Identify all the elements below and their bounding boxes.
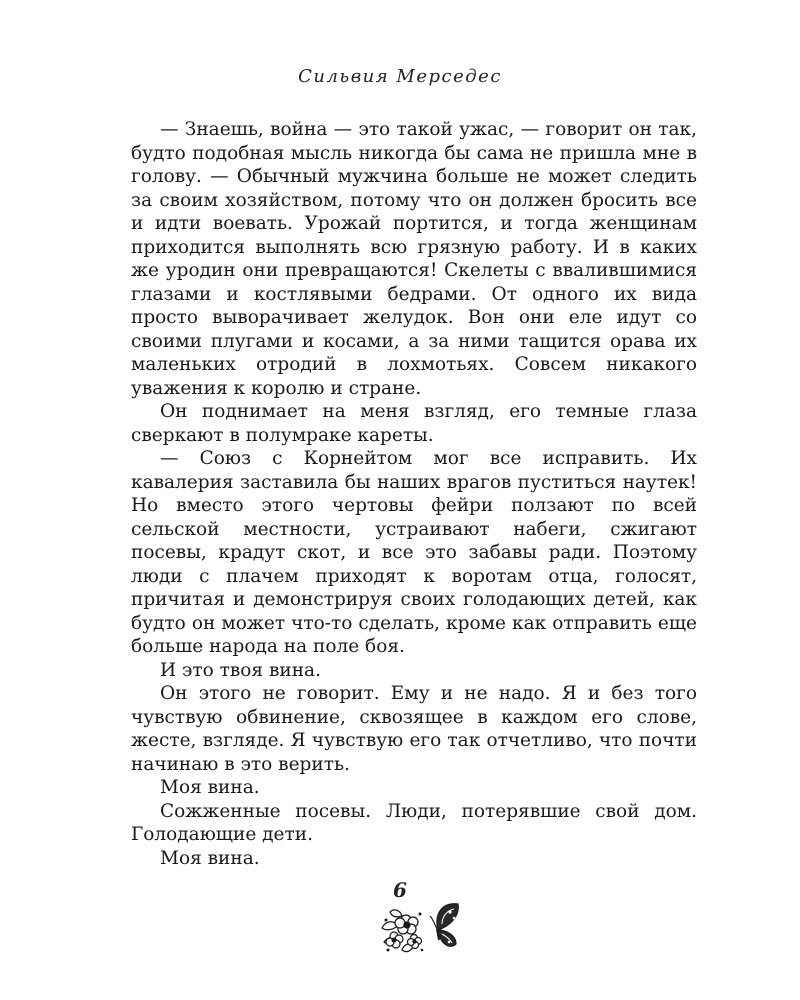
paragraph: Он этого не говорит. Ему и не надо. Я и без того чувствую обвинение, сквозящее в каждом его слове, жесте, взгляде. Я чувствую его так отчетливо, что почти начинаю в это верить. [131,683,697,775]
paragraph: Моя вина. [160,777,260,798]
running-head: Сильвия Мерседес [298,66,502,87]
paragraph: Сожженные посевы. Люди, потерявшие свой дом. Голодающие дети. [131,800,697,845]
paragraph: И это твоя вина. [160,659,321,681]
page-number: 6 [393,878,407,902]
body-text [131,118,697,870]
paragraph: Он поднимает на меня взгляд, его темные глаза сверкают в полумраке кареты. [131,401,697,446]
paragraph: — Союз с Корнейтом мог все исправить. Их кавалерия заставила бы наших врагов пуститься наутек! Но вместо этого чертовы фейри ползают по всей сельской местности, устраивают набеги, сжигают посевы, крадут скот, и все это забавы ради. Поэтому люди с плачем приходят к воротам отца, голосят, причитая и демонстрируя своих голодающих детей, как будто он может что-то сделать, кроме как отправить еще больше народа на поле боя. [131,448,697,657]
flower-butterfly-ornament-icon [376,898,462,960]
paragraph: Моя вина. [160,847,260,869]
paragraph: — Знаешь, война — это такой ужас, — говорит он так, будто подобная мысль никогда бы сама не пришла мне в голову. — Обычный мужчина больше не может следить за своим хозяйством, потому что он должен бросить все и идти воевать. Урожай портится, и тогда женщинам приходится выполнять всю грязную работу. И в каких же уродин они превращаются! Скелеты с ввалившимися глазами и костлявыми бедрами. От одного их вида просто выворачивает желудок. Вон они еле идут со своими плугами и косами, а за ними тащится орава их маленьких отродий в лохмотьях. Совсем никакого уважения к королю и стране. [131,119,697,399]
